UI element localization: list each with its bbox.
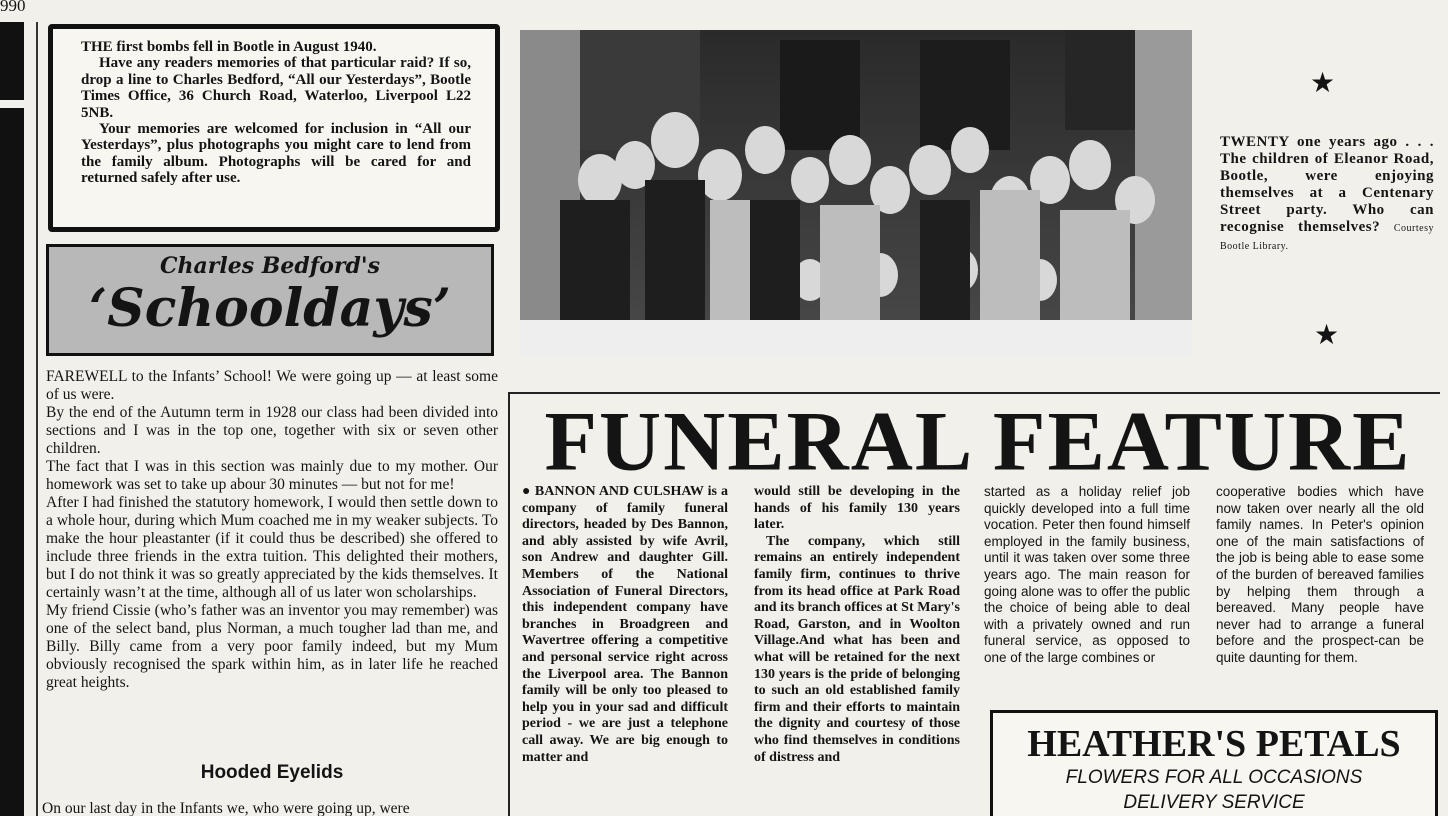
- margin-notch: [0, 100, 24, 108]
- banner-title: ‘Schooldays’: [89, 278, 451, 339]
- feature-column-1: [522, 484, 728, 766]
- column-paragraph: would still be developing in the hands of his family 130 years later.: [754, 484, 960, 533]
- star-ornament: ★: [1314, 320, 1340, 351]
- article-continuation: On our last day in the Infants we, who were going up, were: [42, 800, 410, 816]
- column-rule: [36, 22, 38, 816]
- margin-bar: [0, 22, 24, 816]
- column-paragraph: ● BANNON AND CULSHAW is a company of family funeral directors, headed by Des Bannon, and ably assisted by wife Avril, son Andrew and daughter Gill. Members of the National Association of Funeral Directors, this independent company have branches in Broadgreen and Wavertree offering a competitive and personal service right across the Liverpool area. The Bannon family will be only too pleased to help you in your sad and difficult period - we are just a telephone call away. We are big enough to matter and: [522, 484, 728, 765]
- notice-paragraph: Your memories are welcomed for inclusion in “All our Yesterdays”, plus photographs you might care to lend from the family album. Photographs will be cared for and returned safely after use.: [81, 121, 471, 187]
- schooldays-article: [46, 368, 498, 692]
- notice-paragraph: Have any readers memories of that particular raid? If so, drop a line to Charles Bedford, “All our Yesterdays”, Bootle Times Office, 36 Church Road, Waterloo, Liverpool L22 5NB.: [81, 55, 471, 121]
- star-ornament: ★: [1310, 68, 1336, 99]
- notice-paragraph: THE first bombs fell in Bootle in August 1940.: [81, 39, 377, 55]
- photo-caption: [1220, 134, 1434, 255]
- article-paragraph: My friend Cissie (who’s father was an inventor you may remember) was one of the select band, plus Norman, a much tougher lad than me, and Billy. Billy came from a very poor family indeed, but my Mum obviously recognised the spark within him, as in later life he reached great heights.: [46, 602, 498, 691]
- column-paragraph: The company, which still remains an entirely independent family firm, continues to thrive from its head office at Park Road and its branch offices at St Mary's Road, Garston, and in Woolton Village.And what has been and what will be retained for the next 130 years is the pride of belonging to such an old established family firm and their efforts to maintain the dignity and courtesy of those who find themselves in conditions of distress and: [754, 533, 960, 765]
- column-paragraph: cooperative bodies which have now taken over nearly all the old family names. In Peter's opinion one of the main satisfactions of the job is being able to ease some of the burden of bereaved families by helping them through a bereaved. Many people have never had to arrange a funeral before and the prospect-can be quite daunting for them.: [1216, 484, 1424, 665]
- article-paragraph: By the end of the Autumn term in 1928 our class had been divided into sections and I was in the top one, together with six or seven other children.: [46, 404, 498, 457]
- caption-credit: Courtesy Bootle Library.: [1220, 223, 1434, 252]
- feature-column-4: [1216, 484, 1424, 667]
- advert-title: HEATHER'S PETALS: [1027, 723, 1401, 765]
- page-number: 990: [0, 0, 26, 15]
- advert-service: DELIVERY SERVICE: [1123, 792, 1305, 813]
- street-party-photo: [520, 30, 1192, 356]
- feature-column-3: [984, 484, 1190, 667]
- reader-notice-box: [48, 24, 500, 232]
- photo-illustration: [520, 30, 1192, 356]
- schooldays-banner: [46, 244, 494, 356]
- article-paragraph: The fact that I was in this section was mainly due to my mother. Our homework was set to take up abour 30 minutes — but not for me!: [46, 458, 498, 493]
- feature-headline: FUNERAL FEATURE: [544, 393, 1412, 489]
- article-subheading: Hooded Eyelids: [200, 762, 344, 783]
- article-paragraph: After I had finished the statutory homework, I would then settle down to a whole hour, during which Mum coached me in my weaker subjects. To make the hour pleastanter (if it could thus be described) she offered to include three friends in the extra tuition. This delighted their mothers, but I do not think it was so greatly appreciated by the kids themselves. It certainly wasn’t at the time, although all of us later won scholarships.: [46, 494, 498, 601]
- caption-text: TWENTY one years ago . . . The children of Eleanor Road, Bootle, were enjoying themselves at a Centenary Street party. Who can recognise themselves?: [1220, 134, 1434, 235]
- feature-column-2: [754, 484, 960, 766]
- florist-advert: [990, 710, 1438, 816]
- banner-subtitle: Charles Bedford's: [160, 253, 380, 279]
- feature-side-rule: [508, 392, 510, 816]
- article-paragraph: FAREWELL to the Infants’ School! We were going up — at least some of us were.: [46, 368, 498, 403]
- advert-tagline: FLOWERS FOR ALL OCCASIONS: [1065, 767, 1363, 788]
- column-paragraph: started as a holiday relief job quickly developed into a full time vocation. Peter then found himself employed in the family business, until it was taken over some three years ago. The main reason for going alone was to offer the public the choice of being able to deal with a privately owned and run funeral service, as opposed to one of the large combines or: [984, 484, 1190, 665]
